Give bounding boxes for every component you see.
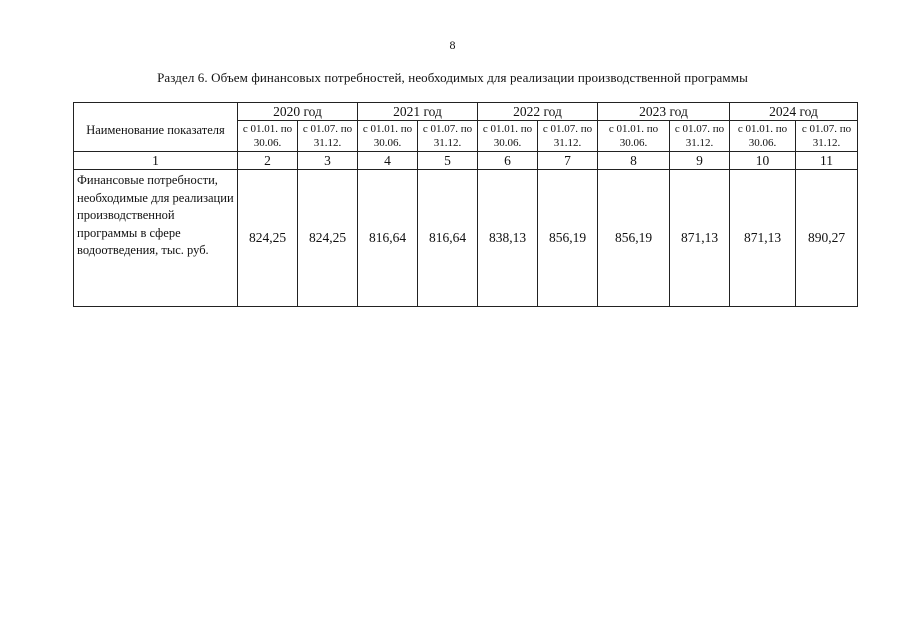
period-header: с 01.01. по 30.06. xyxy=(478,121,538,152)
period-header: с 01.07. по 31.12. xyxy=(670,121,730,152)
column-number: 2 xyxy=(238,152,298,170)
row-label: Финансовые потребности, необходимые для реализации производственной программы в сфере водоотведения, тыс. руб. xyxy=(74,170,238,307)
period-header: с 01.07. по 31.12. xyxy=(418,121,478,152)
year-header-2020: 2020 год xyxy=(238,103,358,121)
year-header-2021: 2021 год xyxy=(358,103,478,121)
period-header: с 01.07. по 31.12. xyxy=(796,121,858,152)
column-number: 8 xyxy=(598,152,670,170)
column-number: 11 xyxy=(796,152,858,170)
column-number: 4 xyxy=(358,152,418,170)
column-number-row xyxy=(74,152,858,170)
column-number: 1 xyxy=(74,152,238,170)
value-cell: 856,19 xyxy=(598,170,670,307)
period-header: с 01.01. по 30.06. xyxy=(238,121,298,152)
page-number: 8 xyxy=(449,38,456,52)
value-cell: 871,13 xyxy=(730,170,796,307)
period-header: с 01.01. по 30.06. xyxy=(730,121,796,152)
header-row-years xyxy=(74,103,858,121)
value-cell: 824,25 xyxy=(298,170,358,307)
value-cell: 856,19 xyxy=(538,170,598,307)
year-header-2024: 2024 год xyxy=(730,103,858,121)
value-cell: 824,25 xyxy=(238,170,298,307)
table-row xyxy=(74,170,858,307)
value-cell: 838,13 xyxy=(478,170,538,307)
year-header-2023: 2023 год xyxy=(598,103,730,121)
financial-needs-table xyxy=(73,102,858,307)
value-cell: 871,13 xyxy=(670,170,730,307)
value-cell: 816,64 xyxy=(418,170,478,307)
column-number: 6 xyxy=(478,152,538,170)
period-header: с 01.07. по 31.12. xyxy=(538,121,598,152)
column-number: 7 xyxy=(538,152,598,170)
value-cell: 816,64 xyxy=(358,170,418,307)
name-column-header: Наименование показателя xyxy=(74,103,238,152)
period-header: с 01.01. по 30.06. xyxy=(598,121,670,152)
period-header: с 01.07. по 31.12. xyxy=(298,121,358,152)
column-number: 10 xyxy=(730,152,796,170)
section-title: Раздел 6. Объем финансовых потребностей, необходимых для реализации производственной программы xyxy=(157,70,748,85)
value-cell: 890,27 xyxy=(796,170,858,307)
year-header-2022: 2022 год xyxy=(478,103,598,121)
column-number: 3 xyxy=(298,152,358,170)
period-header: с 01.01. по 30.06. xyxy=(358,121,418,152)
column-number: 9 xyxy=(670,152,730,170)
column-number: 5 xyxy=(418,152,478,170)
